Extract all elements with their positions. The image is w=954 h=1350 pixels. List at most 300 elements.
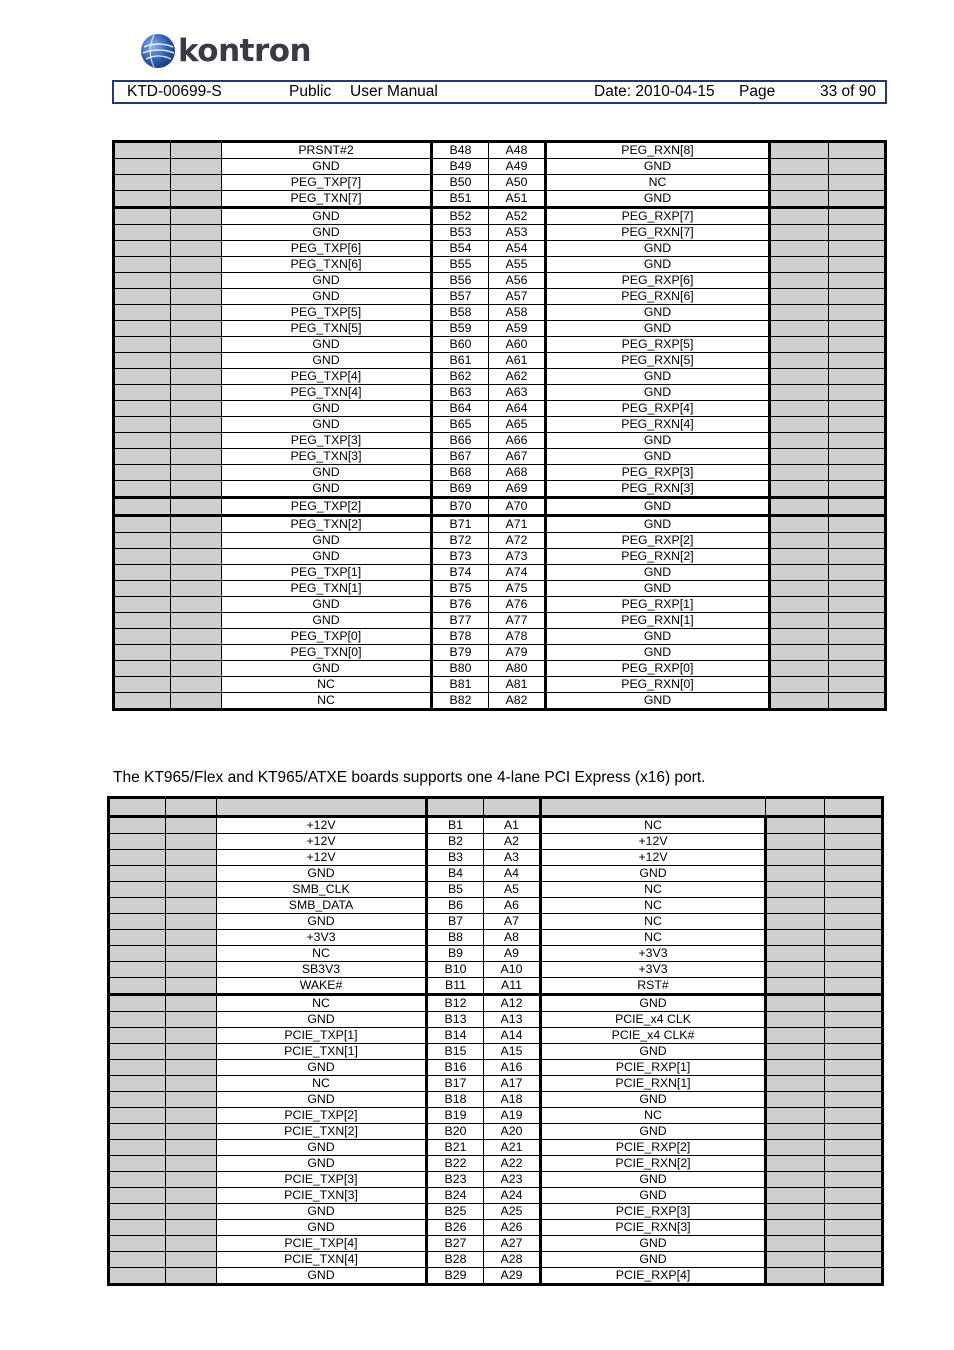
blank-cell — [829, 661, 886, 677]
blank-cell — [171, 273, 222, 289]
blank-cell — [825, 930, 883, 946]
blank-cell — [166, 1060, 217, 1076]
blank-cell — [166, 1268, 217, 1285]
blank-cell — [766, 946, 825, 962]
pin-b-cell: B81 — [432, 677, 489, 693]
blank-cell — [114, 581, 171, 597]
signal-b-cell: PEG_TXN[2] — [222, 516, 432, 533]
signal-b-cell: +3V3 — [217, 930, 427, 946]
signal-a-cell: PCIE_x4 CLK — [541, 1012, 766, 1028]
blank-cell — [166, 898, 217, 914]
signal-b-cell: GND — [222, 481, 432, 498]
blank-cell — [766, 1044, 825, 1060]
signal-a-cell: GND — [546, 449, 770, 465]
blank-cell — [766, 866, 825, 882]
pin-b-cell: B18 — [427, 1092, 484, 1108]
blank-cell — [770, 273, 829, 289]
blank-cell — [766, 834, 825, 850]
table-row — [114, 208, 886, 225]
table-row — [114, 433, 886, 449]
blank-cell — [825, 834, 883, 850]
blank-cell — [114, 385, 171, 401]
blank-cell — [166, 930, 217, 946]
blank-cell — [109, 930, 166, 946]
blank-cell — [829, 289, 886, 305]
pin-b-cell: B49 — [432, 159, 489, 175]
table-row — [109, 1076, 883, 1092]
blank-cell — [825, 962, 883, 978]
pin-a-cell: A55 — [489, 257, 546, 273]
table-row — [109, 1236, 883, 1252]
signal-b-cell: PEG_TXN[5] — [222, 321, 432, 337]
table-row — [109, 1124, 883, 1140]
pin-b-cell: B82 — [432, 693, 489, 710]
header-cell — [109, 798, 166, 817]
table-row — [109, 1156, 883, 1172]
signal-b-cell: NC — [222, 693, 432, 710]
pin-a-cell: A67 — [489, 449, 546, 465]
blank-cell — [829, 305, 886, 321]
blank-cell — [829, 337, 886, 353]
signal-b-cell: PEG_TXN[1] — [222, 581, 432, 597]
pin-a-cell: A70 — [489, 498, 546, 516]
pin-b-cell: B58 — [432, 305, 489, 321]
blank-cell — [766, 1076, 825, 1092]
signal-a-cell: PCIE_RXP[1] — [541, 1060, 766, 1076]
blank-cell — [829, 693, 886, 710]
blank-cell — [829, 241, 886, 257]
pin-b-cell: B54 — [432, 241, 489, 257]
pin-b-cell: B15 — [427, 1044, 484, 1060]
pin-b-cell: B7 — [427, 914, 484, 930]
signal-b-cell: PEG_TXP[0] — [222, 629, 432, 645]
doc-date: Date: 2010-04-15 — [594, 83, 715, 100]
signal-a-cell: +12V — [541, 834, 766, 850]
blank-cell — [829, 208, 886, 225]
table-row — [114, 613, 886, 629]
signal-b-cell: PEG_TXP[4] — [222, 369, 432, 385]
blank-cell — [114, 597, 171, 613]
blank-cell — [114, 225, 171, 241]
pin-a-cell: A25 — [484, 1204, 541, 1220]
blank-cell — [109, 1044, 166, 1060]
blank-cell — [770, 191, 829, 208]
document-header — [112, 80, 887, 104]
signal-b-cell: SMB_CLK — [217, 882, 427, 898]
blank-cell — [766, 882, 825, 898]
blank-cell — [770, 225, 829, 241]
signal-b-cell: GND — [217, 1060, 427, 1076]
pin-b-cell: B16 — [427, 1060, 484, 1076]
signal-b-cell: GND — [222, 661, 432, 677]
pin-b-cell: B55 — [432, 257, 489, 273]
blank-cell — [166, 1044, 217, 1060]
signal-b-cell: GND — [217, 1268, 427, 1285]
signal-a-cell: PEG_RXN[3] — [546, 481, 770, 498]
blank-cell — [829, 597, 886, 613]
blank-cell — [825, 882, 883, 898]
signal-a-cell: NC — [541, 817, 766, 834]
pin-a-cell: A22 — [484, 1156, 541, 1172]
blank-cell — [166, 1028, 217, 1044]
blank-cell — [770, 241, 829, 257]
page-number: 33 of 90 — [820, 83, 877, 100]
signal-a-cell: PEG_RXN[5] — [546, 353, 770, 369]
blank-cell — [829, 481, 886, 498]
pin-a-cell: A18 — [484, 1092, 541, 1108]
table-row — [109, 1060, 883, 1076]
blank-cell — [114, 401, 171, 417]
signal-b-cell: GND — [217, 1012, 427, 1028]
pin-a-cell: A15 — [484, 1044, 541, 1060]
blank-cell — [829, 581, 886, 597]
blank-cell — [825, 1076, 883, 1092]
blank-cell — [770, 337, 829, 353]
pin-b-cell: B20 — [427, 1124, 484, 1140]
signal-a-cell: PEG_RXP[2] — [546, 533, 770, 549]
blank-cell — [829, 353, 886, 369]
pin-b-cell: B19 — [427, 1108, 484, 1124]
blank-cell — [114, 369, 171, 385]
blank-cell — [114, 565, 171, 581]
signal-a-cell: GND — [546, 257, 770, 273]
header-cell — [166, 798, 217, 817]
blank-cell — [171, 241, 222, 257]
table-row — [114, 159, 886, 175]
blank-cell — [829, 449, 886, 465]
table-row — [109, 1140, 883, 1156]
signal-a-cell: PEG_RXP[3] — [546, 465, 770, 481]
blank-cell — [109, 962, 166, 978]
blank-cell — [829, 549, 886, 565]
blank-cell — [166, 1236, 217, 1252]
signal-b-cell: PEG_TXP[2] — [222, 498, 432, 516]
blank-cell — [171, 533, 222, 549]
signal-a-cell: NC — [541, 914, 766, 930]
signal-b-cell: GND — [217, 1092, 427, 1108]
pin-b-cell: B68 — [432, 465, 489, 481]
blank-cell — [171, 481, 222, 498]
blank-cell — [766, 1156, 825, 1172]
pin-b-cell: B5 — [427, 882, 484, 898]
header-cell — [825, 798, 883, 817]
pin-b-cell: B50 — [432, 175, 489, 191]
blank-cell — [770, 498, 829, 516]
pin-a-cell: A27 — [484, 1236, 541, 1252]
blank-cell — [770, 533, 829, 549]
signal-a-cell: GND — [546, 498, 770, 516]
signal-a-cell: NC — [541, 898, 766, 914]
blank-cell — [114, 481, 171, 498]
blank-cell — [166, 914, 217, 930]
blank-cell — [166, 1188, 217, 1204]
signal-b-cell: PEG_TXP[6] — [222, 241, 432, 257]
table-row — [114, 465, 886, 481]
pin-b-cell: B29 — [427, 1268, 484, 1285]
blank-cell — [114, 629, 171, 645]
table-row — [109, 882, 883, 898]
pin-a-cell: A3 — [484, 850, 541, 866]
table-row — [114, 225, 886, 241]
blank-cell — [825, 1140, 883, 1156]
blank-cell — [114, 549, 171, 565]
blank-cell — [770, 159, 829, 175]
blank-cell — [166, 1012, 217, 1028]
blank-cell — [114, 465, 171, 481]
blank-cell — [109, 1236, 166, 1252]
blank-cell — [171, 516, 222, 533]
signal-b-cell: GND — [222, 208, 432, 225]
kontron-logo — [140, 33, 311, 69]
pin-b-cell: B63 — [432, 385, 489, 401]
pin-b-cell: B12 — [427, 995, 484, 1012]
blank-cell — [171, 191, 222, 208]
blank-cell — [829, 417, 886, 433]
blank-cell — [109, 1252, 166, 1268]
blank-cell — [171, 417, 222, 433]
signal-a-cell: GND — [546, 305, 770, 321]
pin-a-cell: A52 — [489, 208, 546, 225]
blank-cell — [770, 645, 829, 661]
pin-a-cell: A58 — [489, 305, 546, 321]
pin-b-cell: B2 — [427, 834, 484, 850]
table-row — [109, 1012, 883, 1028]
blank-cell — [114, 449, 171, 465]
signal-a-cell: PEG_RXP[1] — [546, 597, 770, 613]
table-row — [114, 629, 886, 645]
blank-cell — [770, 305, 829, 321]
blank-cell — [829, 677, 886, 693]
table-row — [114, 661, 886, 677]
blank-cell — [770, 613, 829, 629]
table-row — [109, 1252, 883, 1268]
table-row — [109, 946, 883, 962]
signal-a-cell: GND — [546, 645, 770, 661]
pin-a-cell: A73 — [489, 549, 546, 565]
blank-cell — [825, 850, 883, 866]
doc-type: User Manual — [350, 83, 438, 100]
blank-cell — [171, 385, 222, 401]
blank-cell — [766, 1124, 825, 1140]
blank-cell — [825, 1172, 883, 1188]
pin-a-cell: A76 — [489, 597, 546, 613]
pin-b-cell: B57 — [432, 289, 489, 305]
table-row — [114, 142, 886, 159]
pin-b-cell: B4 — [427, 866, 484, 882]
table-row — [109, 1204, 883, 1220]
table-row — [114, 401, 886, 417]
blank-cell — [166, 1220, 217, 1236]
blank-cell — [825, 1220, 883, 1236]
pin-a-cell: A48 — [489, 142, 546, 159]
table-row — [114, 305, 886, 321]
pin-b-cell: B71 — [432, 516, 489, 533]
table-row — [114, 597, 886, 613]
blank-cell — [766, 850, 825, 866]
pin-b-cell: B67 — [432, 449, 489, 465]
blank-cell — [829, 629, 886, 645]
blank-cell — [114, 208, 171, 225]
blank-cell — [770, 321, 829, 337]
pin-b-cell: B56 — [432, 273, 489, 289]
table-row — [109, 1268, 883, 1285]
signal-b-cell: GND — [222, 289, 432, 305]
signal-b-cell: SMB_DATA — [217, 898, 427, 914]
signal-a-cell: GND — [541, 1092, 766, 1108]
blank-cell — [109, 1156, 166, 1172]
pin-a-cell: A19 — [484, 1108, 541, 1124]
table-row — [109, 1220, 883, 1236]
signal-b-cell: NC — [222, 677, 432, 693]
blank-cell — [766, 978, 825, 995]
blank-cell — [166, 1092, 217, 1108]
blank-cell — [171, 449, 222, 465]
pin-a-cell: A10 — [484, 962, 541, 978]
blank-cell — [171, 257, 222, 273]
signal-a-cell: GND — [541, 1124, 766, 1140]
pin-b-cell: B69 — [432, 481, 489, 498]
table-row — [109, 995, 883, 1012]
doc-classification: Public — [289, 83, 332, 100]
pin-a-cell: A56 — [489, 273, 546, 289]
pin-a-cell: A66 — [489, 433, 546, 449]
blank-cell — [829, 225, 886, 241]
blank-cell — [829, 498, 886, 516]
doc-id: KTD-00699-S — [127, 83, 222, 100]
pin-b-cell: B53 — [432, 225, 489, 241]
blank-cell — [114, 289, 171, 305]
blank-cell — [171, 433, 222, 449]
blank-cell — [770, 629, 829, 645]
signal-a-cell: PEG_RXN[1] — [546, 613, 770, 629]
pin-a-cell: A53 — [489, 225, 546, 241]
blank-cell — [829, 465, 886, 481]
pin-b-cell: B66 — [432, 433, 489, 449]
blank-cell — [766, 1188, 825, 1204]
blank-cell — [171, 693, 222, 710]
blank-cell — [825, 1236, 883, 1252]
pin-a-cell: A4 — [484, 866, 541, 882]
signal-a-cell: PEG_RXN[2] — [546, 549, 770, 565]
signal-a-cell: GND — [541, 1044, 766, 1060]
blank-cell — [766, 1236, 825, 1252]
signal-a-cell: GND — [541, 1172, 766, 1188]
pin-b-cell: B75 — [432, 581, 489, 597]
signal-a-cell: PCIE_RXN[2] — [541, 1156, 766, 1172]
signal-b-cell: GND — [222, 417, 432, 433]
blank-cell — [829, 645, 886, 661]
pin-a-cell: A50 — [489, 175, 546, 191]
blank-cell — [171, 353, 222, 369]
table-row — [114, 549, 886, 565]
blank-cell — [171, 159, 222, 175]
signal-a-cell: GND — [541, 866, 766, 882]
table-row — [114, 289, 886, 305]
pin-b-cell: B79 — [432, 645, 489, 661]
table-row — [109, 1188, 883, 1204]
pin-b-cell: B60 — [432, 337, 489, 353]
signal-a-cell: PEG_RXP[4] — [546, 401, 770, 417]
blank-cell — [109, 1108, 166, 1124]
blank-cell — [770, 385, 829, 401]
pin-b-cell: B27 — [427, 1236, 484, 1252]
table-row — [109, 817, 883, 834]
blank-cell — [171, 337, 222, 353]
blank-cell — [114, 661, 171, 677]
signal-a-cell: GND — [541, 1188, 766, 1204]
blank-cell — [829, 273, 886, 289]
signal-a-cell: NC — [541, 882, 766, 898]
signal-b-cell: PEG_TXP[3] — [222, 433, 432, 449]
pin-a-cell: A8 — [484, 930, 541, 946]
blank-cell — [166, 1172, 217, 1188]
pin-a-cell: A6 — [484, 898, 541, 914]
pin-b-cell: B72 — [432, 533, 489, 549]
table-row — [114, 273, 886, 289]
pin-a-cell: A17 — [484, 1076, 541, 1092]
signal-b-cell: GND — [222, 597, 432, 613]
pin-a-cell: A57 — [489, 289, 546, 305]
table-row — [114, 481, 886, 498]
blank-cell — [770, 417, 829, 433]
blank-cell — [166, 962, 217, 978]
pin-a-cell: A74 — [489, 565, 546, 581]
blank-cell — [171, 629, 222, 645]
pin-a-cell: A29 — [484, 1268, 541, 1285]
blank-cell — [114, 433, 171, 449]
pin-b-cell: B77 — [432, 613, 489, 629]
blank-cell — [766, 962, 825, 978]
signal-b-cell: GND — [217, 914, 427, 930]
blank-cell — [109, 850, 166, 866]
blank-cell — [166, 1124, 217, 1140]
blank-cell — [114, 175, 171, 191]
pin-a-cell: A20 — [484, 1124, 541, 1140]
signal-b-cell: GND — [222, 273, 432, 289]
pin-a-cell: A77 — [489, 613, 546, 629]
signal-b-cell: PEG_TXN[6] — [222, 257, 432, 273]
blank-cell — [829, 401, 886, 417]
pin-b-cell: B10 — [427, 962, 484, 978]
blank-cell — [171, 401, 222, 417]
pin-b-cell: B14 — [427, 1028, 484, 1044]
signal-b-cell: GND — [222, 225, 432, 241]
pin-b-cell: B6 — [427, 898, 484, 914]
blank-cell — [166, 834, 217, 850]
signal-b-cell: PEG_TXN[4] — [222, 385, 432, 401]
table-row — [114, 191, 886, 208]
pin-b-cell: B8 — [427, 930, 484, 946]
blank-cell — [770, 661, 829, 677]
blank-cell — [166, 850, 217, 866]
pin-b-cell: B28 — [427, 1252, 484, 1268]
pcie-x4-connector-pin-table — [107, 796, 884, 1286]
blank-cell — [766, 817, 825, 834]
signal-a-cell: PCIE_RXP[3] — [541, 1204, 766, 1220]
signal-a-cell: GND — [546, 385, 770, 401]
blank-cell — [770, 401, 829, 417]
pin-a-cell: A51 — [489, 191, 546, 208]
blank-cell — [829, 385, 886, 401]
blank-cell — [109, 1028, 166, 1044]
blank-cell — [171, 677, 222, 693]
blank-cell — [166, 978, 217, 995]
blank-cell — [829, 533, 886, 549]
blank-cell — [171, 661, 222, 677]
blank-cell — [109, 866, 166, 882]
pin-a-cell: A24 — [484, 1188, 541, 1204]
pin-b-cell: B59 — [432, 321, 489, 337]
